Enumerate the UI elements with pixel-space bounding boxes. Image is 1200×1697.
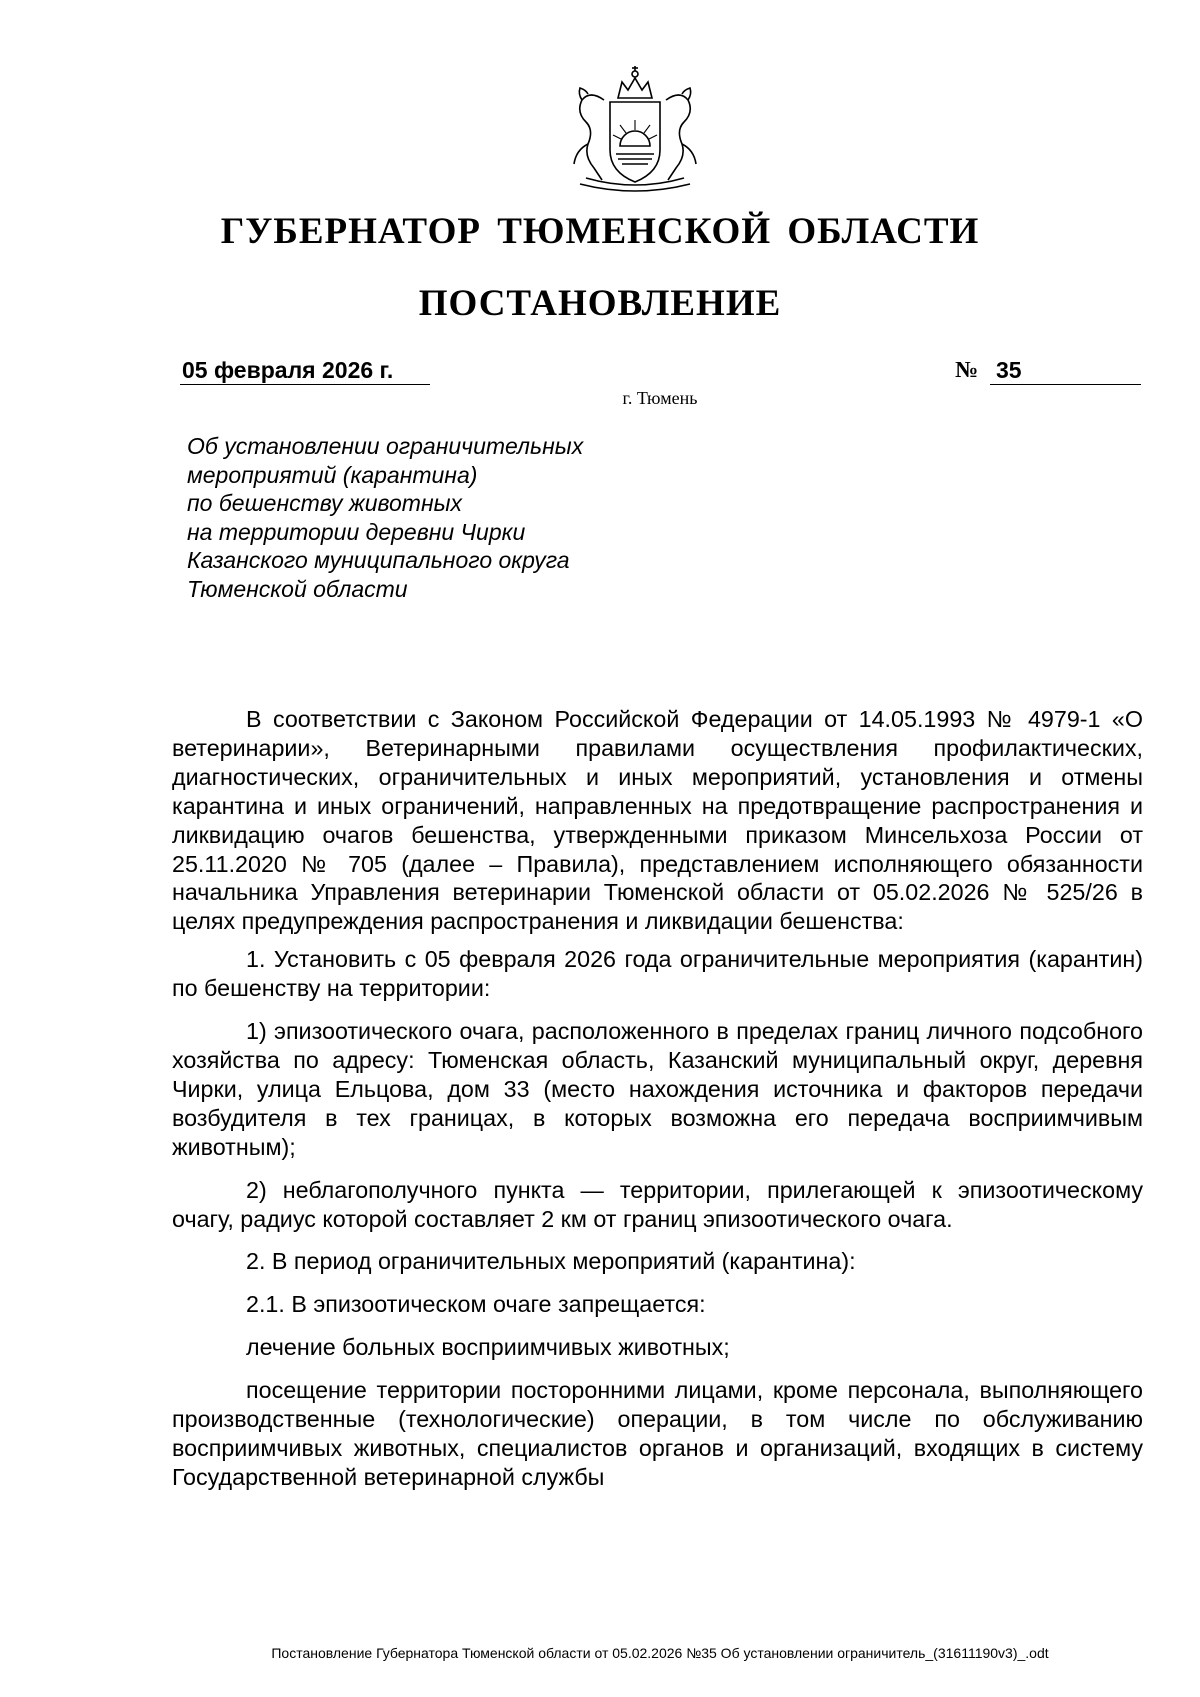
clause-2-1-item: посещение территории посторонними лицами, кроме персонала, выполняющего производственные (технологические) операции, в том числе по обслуживанию восприимчивых животных, специалистов органов и организаций, входящих в систему Государственной ветеринарной службы <box>172 1377 1143 1490</box>
clause-2-1: 2.1. В эпизоотическом очаге запрещается: <box>246 1291 706 1318</box>
subject-line: на территории деревни Чирки <box>187 518 526 545</box>
subject-line: Казанского муниципального округа <box>187 547 570 574</box>
document-body <box>172 705 1143 1492</box>
subject-line: мероприятий (карантина) <box>187 461 478 488</box>
number-label: № <box>955 357 979 382</box>
document-number: 35 <box>990 356 1141 385</box>
city-label: г. Тюмень <box>622 388 698 408</box>
clause-2: 2. В период ограничительных мероприятий (карантина): <box>246 1248 856 1275</box>
issuing-authority-title: ГУБЕРНАТОР ТЮМЕНСКОЙ ОБЛАСТИ <box>220 211 980 252</box>
coat-of-arms-emblem <box>560 60 710 200</box>
clause-1-item-2: 2) неблагополучного пункта — территории, прилегающей к эпизоотическому очагу, радиус которой составляет 2 км от границ эпизоотического очага. <box>172 1176 1143 1232</box>
file-footer: Постановление Губернатора Тюменской области от 05.02.2026 №35 Об установлении ограничитель_(31611190v3)_.odt <box>271 1645 1049 1661</box>
subject-line: по бешенству животных <box>187 490 463 517</box>
clause-1-item-1: 1) эпизоотического очага, расположенного в пределах границ личного подсобного хозяйства по адресу: Тюменская область, Казанский муниципальный округ, деревня Чирки, улица Ельцова, дом 33 (место нахождения источника и факторов передачи возбудителя в тех границах, в которых возможна его передача восприимчивым животным); <box>172 1018 1143 1160</box>
document-date: 05 февраля 2026 г. <box>180 356 430 385</box>
preamble-paragraph: В соответствии с Законом Российской Федерации от 14.05.1993 № 4979-1 «О ветеринарии», Ветеринарными правилами осуществления профилактических, диагностических, ограничительных и иных мероприятий, установления и отмены карантина и иных ограничений, направленных на предотвращение распространения и ликвидацию очагов бешенства, утвержденными приказом Минсельхоза России от 25.11.2020 № 705 (далее – Правила), представлением исполняющего обязанности начальника Управления ветеринарии Тюменской области от 05.02.2026 № 525/26 в целях предупреждения распространения и ликвидации бешенства: <box>172 706 1143 935</box>
subject-line: Тюменской области <box>187 575 408 602</box>
document-type-title: ПОСТАНОВЛЕНИЕ <box>418 283 782 324</box>
clause-2-1-item: лечение больных восприимчивых животных; <box>246 1334 730 1361</box>
clause-1: 1. Установить с 05 февраля 2026 года ограничительные мероприятия (карантин) по бешенству на территории: <box>172 946 1143 1002</box>
subject-line: Об установлении ограничительных <box>187 433 584 459</box>
document-subject <box>187 432 787 604</box>
